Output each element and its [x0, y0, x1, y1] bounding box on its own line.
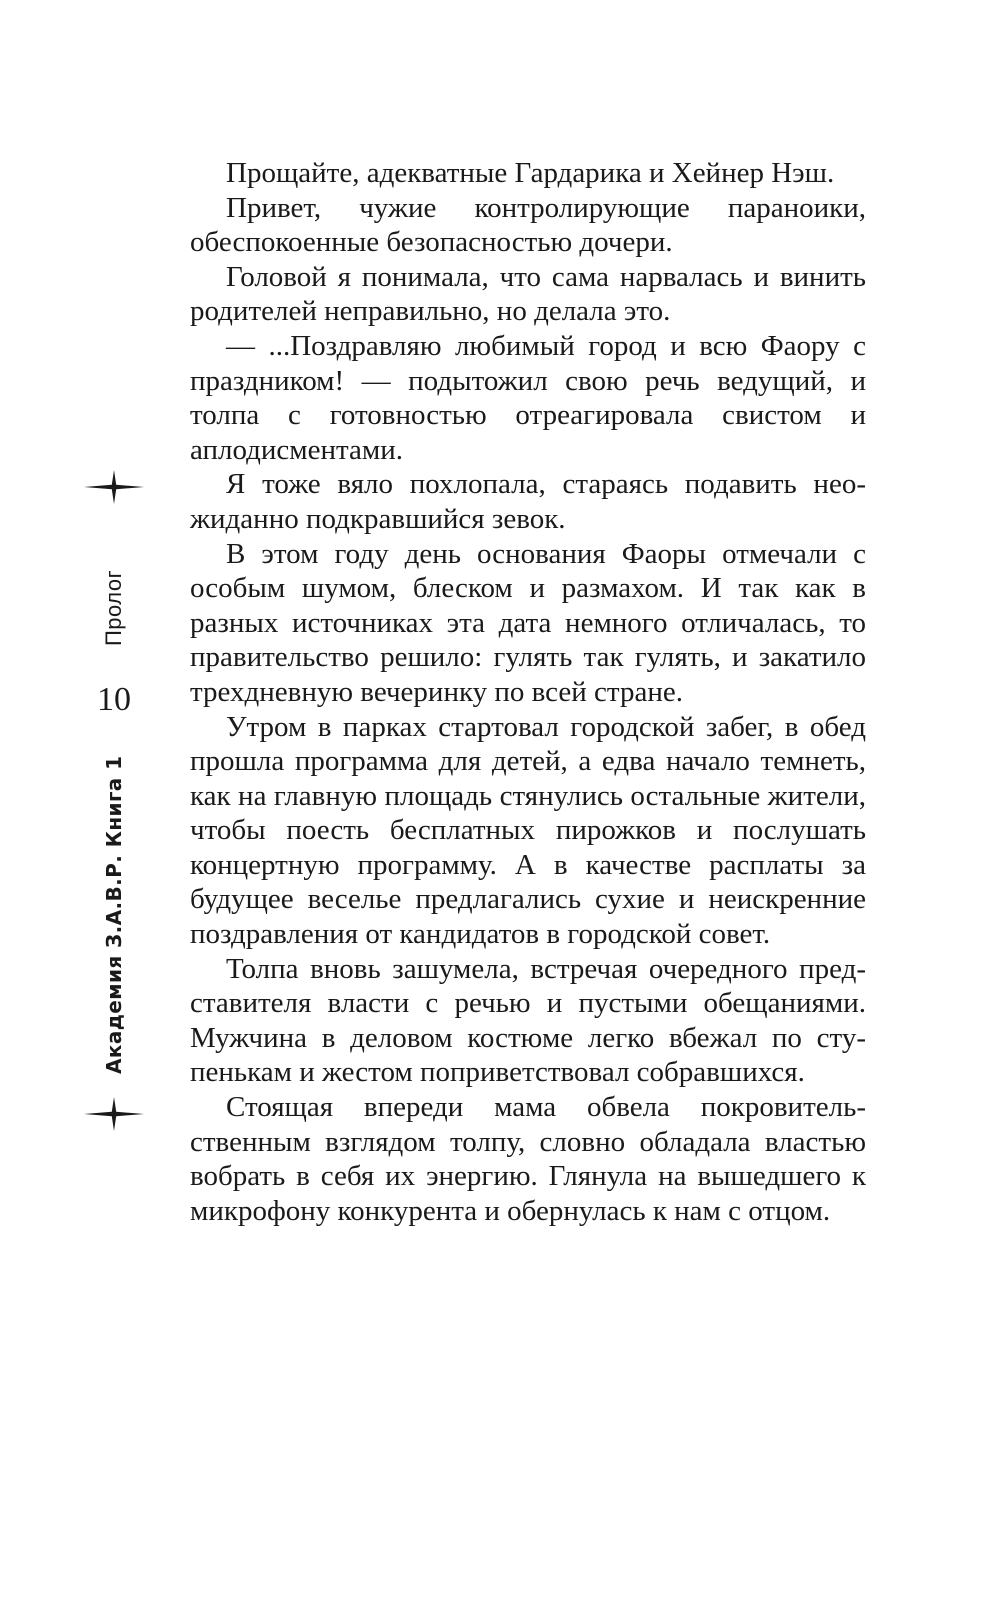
paragraph: Привет, чужие контролирующие параноики, обеспокоенные безопасностью дочери.: [190, 191, 866, 259]
paragraph: — ...Поздравляю любимый город и всю Фаору с праздником! — подытожил свою речь ведущий, и толпа с готовностью отреагировала свистом и аплодисментами.: [190, 329, 866, 466]
chapter-label: Пролог: [101, 569, 126, 646]
body-text: [190, 156, 866, 1228]
paragraph: Головой я понимала, что сама нарвалась и винить родителей неправильно, но делала это.: [190, 260, 866, 328]
paragraph: Стоящая впереди мама обвела покровительственным взглядом толпу, словно обладала властью вобрать в себя их энергию. Глянула на вышедшего к микрофону конкурента и обернулась к нам с отцом.: [190, 1091, 866, 1227]
paragraph: Утром в парках стартовал городской забег, в обед прошла программа для детей, а едва начало темнеть, как на главную площадь стянулись остальные жители, чтобы поесть бесплатных пирожков и послушать концертную программу. А в качестве расплаты за будущее веселье предлагались сухие и неискренние поздравления от кандидатов в городской совет.: [190, 710, 866, 951]
paragraph: Прощайте, адекватные Гардарика и Хейнер Нэш.: [226, 157, 835, 189]
paragraph: В этом году день основания Фаоры отмечали с особым шумом, блеском и размахом. И так как в разных источниках эта дата немного отличалась, то правительство решило: гулять так гулять, и закатило трехдневную вечеринку по всей стране.: [190, 537, 866, 708]
star-ornament-icon: [84, 470, 144, 504]
page-number: 10: [97, 681, 131, 718]
paragraph: Я тоже вяло похлопала, стараясь подавить неожиданно подкравшийся зевок.: [190, 468, 866, 535]
running-head: Академия З.А.В.Р. Книга 1: [102, 755, 126, 1074]
margin-sidebar: [84, 470, 144, 1470]
paragraph: Толпа вновь зашумела, встречая очередного представителя власти с речью и пустыми обещаниями. Мужчина в деловом костюме легко вбежал по ступенькам и жестом поприветствовал собравшихся.: [190, 952, 866, 1089]
star-ornament-icon: [84, 1097, 144, 1131]
